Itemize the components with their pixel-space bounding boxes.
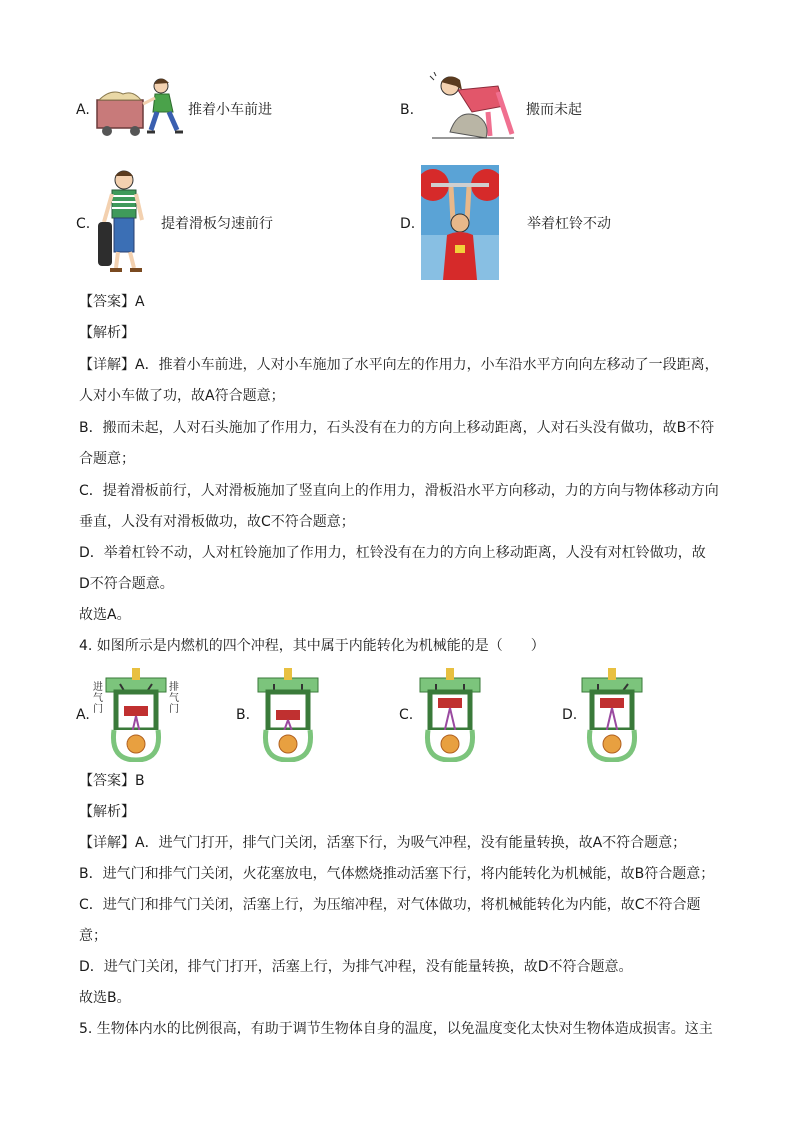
q3-analysis-title: 【解析】 <box>79 325 135 341</box>
engine-compression-stroke-diagram <box>418 664 482 762</box>
q3-analysis-line: 垂直，人没有对滑板做功，故C不符合题意； <box>79 514 355 530</box>
q4-analysis-line: D．进气门关闭，排气门打开，活塞上行，为排气冲程，没有能量转换，故D不符合题意。 <box>79 959 633 975</box>
option-d-letter: D. <box>400 216 416 232</box>
option-c-label: 提着滑板匀速前行 <box>161 216 273 232</box>
option-a-label: 推着小车前进 <box>188 102 272 118</box>
q4-analysis-line: 意； <box>79 928 107 944</box>
option-d-label: 举着杠铃不动 <box>527 216 611 232</box>
intake-valve-label: 进气门 <box>93 682 103 715</box>
q3-analysis-line: 故选A。 <box>79 607 131 623</box>
exhaust-valve-label: 排气门 <box>169 682 179 715</box>
q4-option-c-letter: C. <box>399 707 414 723</box>
weightlifter-image <box>421 165 499 280</box>
engine-intake-stroke-diagram <box>104 664 168 762</box>
option-b-label: 搬而未起 <box>526 102 582 118</box>
q4-analysis-line: 故选B。 <box>79 990 131 1006</box>
q3-analysis-line: 人对小车做了功，故A符合题意； <box>79 388 285 404</box>
q5-stem: 5. 生物体内水的比例很高，有助于调节生物体自身的温度，以免温度变化太快对生物体造成损害。这主 <box>79 1021 713 1037</box>
q4-analysis-line: B．进气门和排气门关闭，火花塞放电，气体燃烧推动活塞下行，将内能转化为机械能，故B符合题意； <box>79 866 715 882</box>
q3-analysis-line: B．搬而未起，人对石头施加了作用力，石头没有在力的方向上移动距离，人对石头没有做功，故B不符 <box>79 420 715 436</box>
option-b-letter: B. <box>400 102 415 118</box>
q4-answer: 【答案】B <box>79 773 145 789</box>
q4-analysis-line: C．进气门和排气门关闭，活塞上行，为压缩冲程，对气体做功，将机械能转化为内能，故C不符合题 <box>79 897 701 913</box>
pushing-cart-image <box>93 74 189 140</box>
option-a-letter: A. <box>76 102 90 118</box>
carrying-skateboard-image <box>96 166 152 276</box>
q4-analysis-line: 【详解】A．进气门打开，排气门关闭，活塞下行，为吸气冲程，没有能量转换，故A不符合题意； <box>79 835 687 851</box>
q3-analysis-line: C．提着滑板前行，人对滑板施加了竖直向上的作用力，滑板沿水平方向移动，力的方向与物体移动方向 <box>79 483 719 499</box>
engine-power-stroke-diagram <box>256 664 320 762</box>
q4-option-d-letter: D. <box>562 707 578 723</box>
q3-analysis-line: D不符合题意。 <box>79 576 174 592</box>
q4-analysis-title: 【解析】 <box>79 804 135 820</box>
q3-analysis-line: 合题意； <box>79 451 135 467</box>
q3-analysis-line: D．举着杠铃不动，人对杠铃施加了作用力，杠铃没有在力的方向上移动距离，人没有对杠铃做功，故 <box>79 545 706 561</box>
q3-answer: 【答案】A <box>79 294 145 310</box>
q4-stem: 4. 如图所示是内燃机的四个冲程，其中属于内能转化为机械能的是（ ） <box>79 638 545 654</box>
option-c-letter: C. <box>76 216 91 232</box>
engine-exhaust-stroke-diagram <box>580 664 644 762</box>
q4-option-a-letter: A. <box>76 707 90 723</box>
q3-analysis-line: 【详解】A．推着小车前进，人对小车施加了水平向左的作用力，小车沿水平方向向左移动了一段距离， <box>79 357 719 373</box>
lifting-rock-image <box>428 72 518 144</box>
q4-option-b-letter: B. <box>236 707 251 723</box>
